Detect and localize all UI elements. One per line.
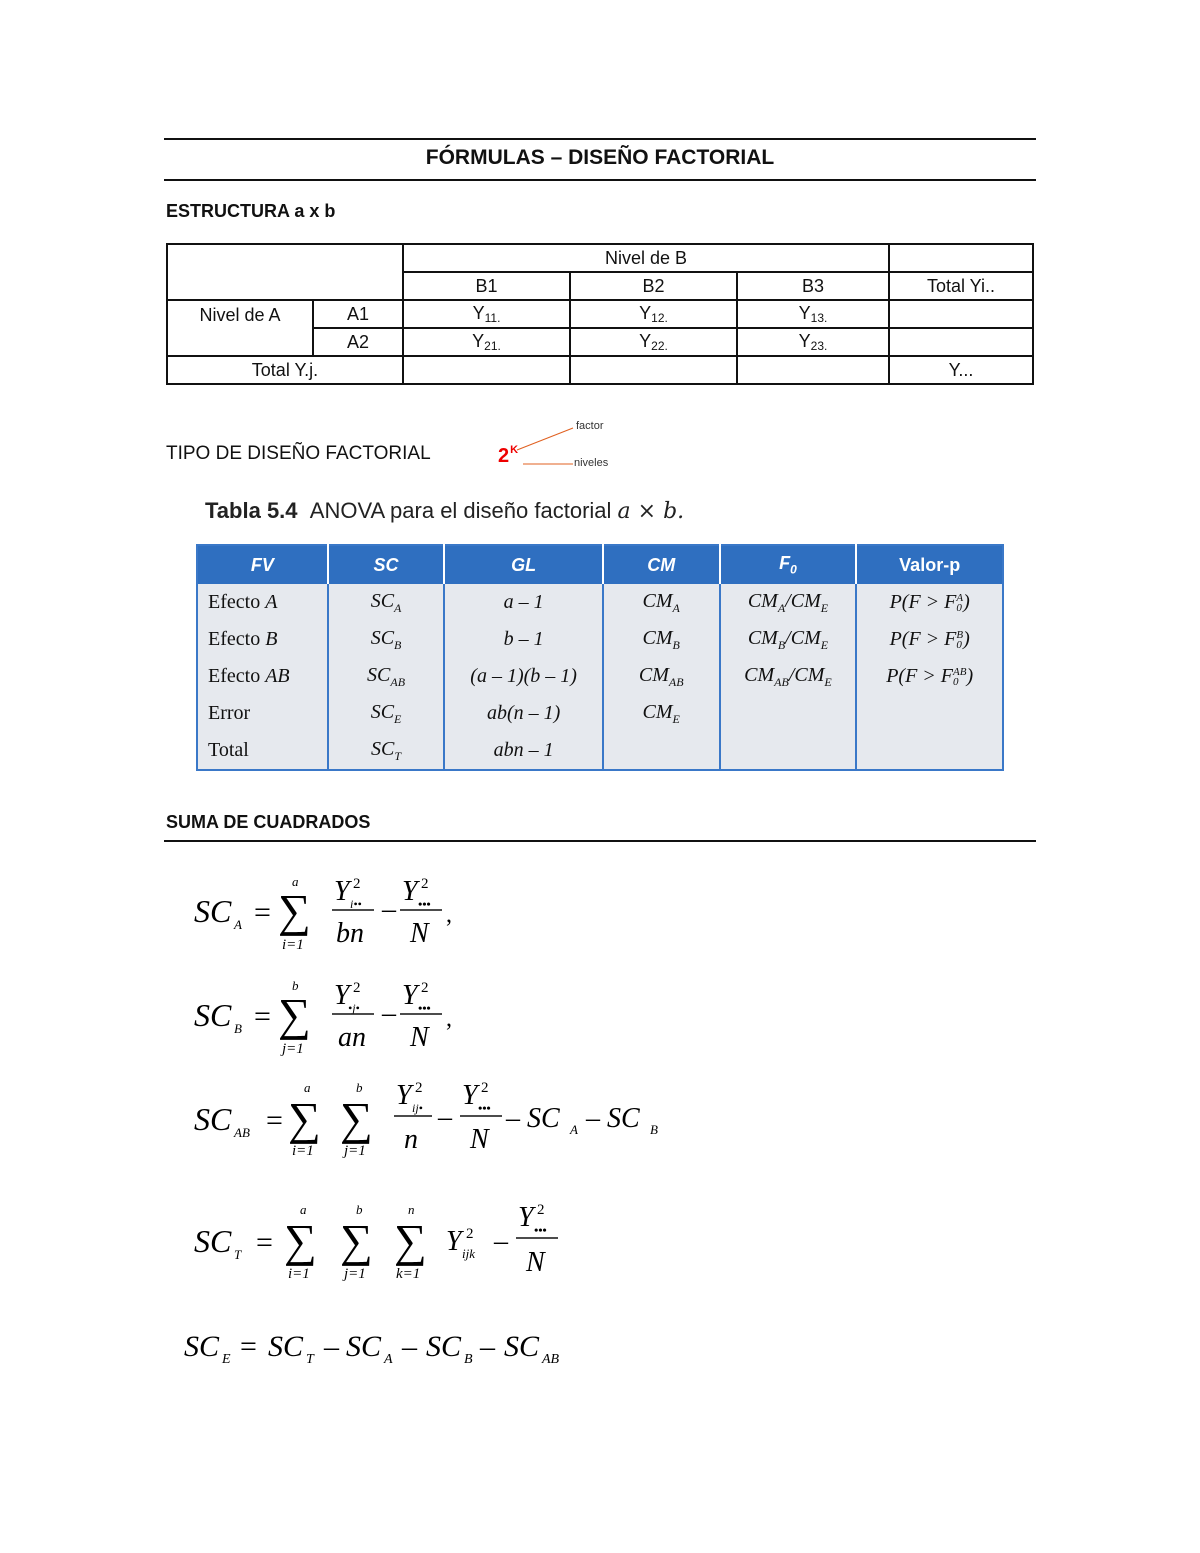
- nivel-b-header: Nivel de B: [403, 244, 889, 272]
- svg-text:SC: SC: [194, 1101, 232, 1137]
- svg-text:Y: Y: [334, 876, 350, 907]
- svg-text:Y: Y: [462, 1080, 478, 1111]
- svg-text:SC: SC: [268, 1330, 304, 1363]
- anova-cm: $CM_E$: [603, 695, 720, 732]
- svg-text:n: n: [404, 1124, 418, 1155]
- suma-heading: SUMA DE CUADRADOS: [166, 812, 371, 832]
- structure-table: [166, 243, 1034, 385]
- anova-valor-p: P(F > FAB 0 ): [856, 658, 1003, 695]
- svg-text:∑: ∑: [394, 1215, 427, 1266]
- cell-total-b3: [737, 356, 889, 384]
- svg-text:B: B: [234, 1021, 242, 1036]
- svg-text:2: 2: [353, 980, 361, 996]
- svg-text:–: –: [438, 1102, 452, 1133]
- svg-text:SC: SC: [194, 997, 232, 1033]
- anova-caption: Tabla 5.4 ANOVA para el diseño factorial a × b.: [205, 498, 685, 524]
- title-rule: [164, 179, 1036, 181]
- anova-sc: $SC_T$: [328, 732, 445, 770]
- svg-text:T: T: [306, 1352, 314, 1367]
- svg-text:b: b: [356, 1080, 363, 1095]
- anova-valor-p: P(F > FA 0): [856, 584, 1003, 621]
- anova-header-f: $F_0$: [720, 545, 857, 584]
- svg-text:ij•: ij•: [412, 1101, 423, 1115]
- svg-text:i=1: i=1: [288, 1266, 310, 1282]
- anova-f: $CM_{AB}/CM_E$: [720, 658, 857, 695]
- svg-text:–: –: [382, 998, 396, 1029]
- formula-sc-b: [190, 970, 490, 1060]
- svg-text:,: ,: [446, 1006, 452, 1032]
- svg-text:– SC: – SC: [506, 1103, 560, 1134]
- formula-sc-ab: [190, 1074, 680, 1164]
- svg-text:j=1: j=1: [344, 1266, 366, 1282]
- cell-total-a1: [889, 300, 1033, 328]
- empty-corner-cell: [167, 244, 403, 300]
- svg-text:–: –: [480, 1330, 495, 1363]
- svg-text:a: a: [292, 874, 299, 889]
- svg-text:SC: SC: [346, 1330, 382, 1363]
- svg-text:=: =: [266, 1104, 283, 1137]
- anova-gl: b – 1: [444, 621, 602, 658]
- page-title: FÓRMULAS – DISEÑO FACTORIAL: [425, 146, 775, 169]
- cell-y11: $Y_{11.}$: [403, 300, 570, 328]
- suma-rule: [164, 840, 1036, 842]
- svg-text:2: 2: [466, 1226, 474, 1242]
- svg-text:i••: i••: [350, 897, 362, 911]
- svg-text:2: 2: [353, 876, 361, 892]
- anova-f: $CM_B/CM_E$: [720, 621, 857, 658]
- cell-total-a2: [889, 328, 1033, 356]
- svg-text:SC: SC: [194, 893, 232, 929]
- anova-cm: $CM_B$: [603, 621, 720, 658]
- anova-fv: Total: [197, 732, 328, 770]
- anova-table: [196, 544, 1004, 771]
- annotation-arrows: [505, 420, 585, 472]
- anova-fv: Error: [197, 695, 328, 732]
- svg-text:an: an: [338, 1022, 366, 1053]
- row-label-a2: A2: [313, 328, 403, 356]
- empty-header-cell: [889, 244, 1033, 272]
- svg-text:ijk: ijk: [462, 1246, 475, 1261]
- svg-text:AB: AB: [542, 1352, 560, 1367]
- svg-text:∑: ∑: [340, 1093, 373, 1144]
- svg-text:–: –: [324, 1330, 339, 1363]
- svg-text:•••: •••: [418, 897, 431, 911]
- svg-text:SC: SC: [194, 1223, 232, 1259]
- anova-gl: abn – 1: [444, 732, 602, 770]
- svg-text:Y: Y: [402, 876, 418, 907]
- anova-cm: $CM_A$: [603, 584, 720, 621]
- svg-text:=: =: [256, 1226, 273, 1259]
- svg-text:=: =: [240, 1330, 257, 1363]
- formula-sc-e: [180, 1320, 600, 1370]
- anova-f: [720, 732, 857, 770]
- svg-text:–: –: [494, 1226, 508, 1257]
- cell-y22: $Y_{22.}$: [570, 328, 737, 356]
- anova-valor-p: [856, 732, 1003, 770]
- close-paren: ): [963, 628, 970, 650]
- anova-header-fv: FV: [197, 545, 328, 584]
- svg-text:SC: SC: [184, 1330, 220, 1363]
- svg-text:Y: Y: [518, 1202, 534, 1233]
- tipo-heading: TIPO DE DISEÑO FACTORIAL: [166, 443, 431, 464]
- anova-sc: $SC_E$: [328, 695, 445, 732]
- svg-text:B: B: [464, 1352, 473, 1367]
- svg-text:•j•: •j•: [348, 1001, 360, 1015]
- svg-text:i=1: i=1: [292, 1143, 314, 1159]
- cell-total-b1: [403, 356, 570, 384]
- svg-text:=: =: [254, 1000, 271, 1033]
- anova-cm: $CM_{AB}$: [603, 658, 720, 695]
- anova-gl: a – 1: [444, 584, 602, 621]
- svg-text:a: a: [304, 1080, 311, 1095]
- svg-text:•••: •••: [534, 1223, 547, 1237]
- svg-text:•••: •••: [418, 1001, 431, 1015]
- cell-y12: $Y_{12.}$: [570, 300, 737, 328]
- cell-y23: $Y_{23.}$: [737, 328, 889, 356]
- anova-valor-p: [856, 695, 1003, 732]
- structure-heading: ESTRUCTURA a x b: [166, 201, 336, 221]
- svg-text:N: N: [410, 918, 429, 949]
- anova-f: $CM_A/CM_E$: [720, 584, 857, 621]
- anova-sc: $SC_A$: [328, 584, 445, 621]
- svg-text:Y: Y: [446, 1226, 462, 1257]
- svg-text:Y: Y: [396, 1080, 412, 1111]
- anova-cm: [603, 732, 720, 770]
- svg-text:–: –: [382, 894, 396, 925]
- svg-text:i=1: i=1: [282, 937, 304, 953]
- close-paren: ): [966, 665, 974, 687]
- svg-text:N: N: [470, 1124, 489, 1155]
- cell-y13: $Y_{13.}$: [737, 300, 889, 328]
- svg-text:,: ,: [446, 902, 452, 928]
- formula-sc-t: [190, 1194, 590, 1286]
- cell-total-b2: [570, 356, 737, 384]
- close-paren: ): [963, 591, 970, 613]
- anova-row: [197, 621, 1003, 658]
- anova-row: [197, 732, 1003, 770]
- anova-fv: Efecto A: [197, 584, 328, 621]
- anova-gl: ab(n – 1): [444, 695, 602, 732]
- formula-sc-a: [190, 866, 490, 956]
- svg-text:A: A: [234, 917, 242, 932]
- svg-text:2: 2: [421, 980, 429, 996]
- top-rule: [164, 138, 1036, 140]
- svg-text:N: N: [410, 1022, 429, 1053]
- anova-row: [197, 584, 1003, 621]
- anova-f: [720, 695, 857, 732]
- svg-text:b: b: [356, 1202, 363, 1217]
- annotation-niveles: niveles: [574, 457, 609, 469]
- svg-text:–: –: [402, 1330, 417, 1363]
- svg-text:2: 2: [537, 1202, 545, 1218]
- anova-header-valor-p: Valor-p: [856, 545, 1003, 584]
- anova-header-cm: CM: [603, 545, 720, 584]
- total-yj-label: Total Y.j.: [167, 356, 403, 384]
- row-label-a1: A1: [313, 300, 403, 328]
- svg-text:j=1: j=1: [344, 1143, 366, 1159]
- svg-text:j=1: j=1: [282, 1041, 304, 1057]
- svg-text:N: N: [526, 1247, 545, 1278]
- svg-text:∑: ∑: [278, 989, 311, 1040]
- col-header-total: Total Yi..: [889, 272, 1033, 300]
- col-header-b1: B1: [403, 272, 570, 300]
- col-header-b2: B2: [570, 272, 737, 300]
- svg-text:T: T: [234, 1247, 242, 1262]
- svg-text:=: =: [254, 896, 271, 929]
- anova-gl: (a – 1)(b – 1): [444, 658, 602, 695]
- svg-text:2: 2: [415, 1080, 423, 1096]
- svg-text:AB: AB: [234, 1125, 250, 1140]
- anova-fv: Efecto B: [197, 621, 328, 658]
- cell-y21: $Y_{21.}$: [403, 328, 570, 356]
- svg-text:B: B: [650, 1122, 658, 1137]
- anova-row: [197, 695, 1003, 732]
- grand-total: Y...: [889, 356, 1033, 384]
- anova-sc: $SC_B$: [328, 621, 445, 658]
- anova-header-sc: SC: [328, 545, 445, 584]
- svg-text:2: 2: [421, 876, 429, 892]
- anova-fv: Efecto AB: [197, 658, 328, 695]
- svg-text:E: E: [222, 1352, 231, 1367]
- anova-row: [197, 658, 1003, 695]
- svg-text:∑: ∑: [278, 885, 311, 936]
- svg-text:bn: bn: [336, 918, 364, 949]
- svg-text:∑: ∑: [340, 1215, 373, 1266]
- two-k-expression: $2^K$: [498, 444, 519, 467]
- svg-text:2: 2: [481, 1080, 489, 1096]
- anova-valor-p: P(F > FB 0): [856, 621, 1003, 658]
- svg-text:SC: SC: [504, 1330, 540, 1363]
- anova-sc: $SC_{AB}$: [328, 658, 445, 695]
- svg-text:Y: Y: [334, 980, 350, 1011]
- svg-text:∑: ∑: [288, 1093, 321, 1144]
- anova-header-gl: GL: [444, 545, 602, 584]
- svg-text:a: a: [300, 1202, 307, 1217]
- svg-text:∑: ∑: [284, 1215, 317, 1266]
- svg-text:b: b: [292, 978, 299, 993]
- svg-text:n: n: [408, 1202, 415, 1217]
- svg-text:k=1: k=1: [396, 1266, 421, 1282]
- annotation-factor: factor: [576, 420, 604, 432]
- svg-text:•••: •••: [478, 1101, 491, 1115]
- col-header-b3: B3: [737, 272, 889, 300]
- svg-text:Y: Y: [402, 980, 418, 1011]
- svg-text:SC: SC: [426, 1330, 462, 1363]
- svg-text:A: A: [384, 1352, 393, 1367]
- svg-text:– SC: – SC: [586, 1103, 640, 1134]
- nivel-a-label: Nivel de A: [167, 300, 313, 356]
- svg-text:A: A: [570, 1122, 578, 1137]
